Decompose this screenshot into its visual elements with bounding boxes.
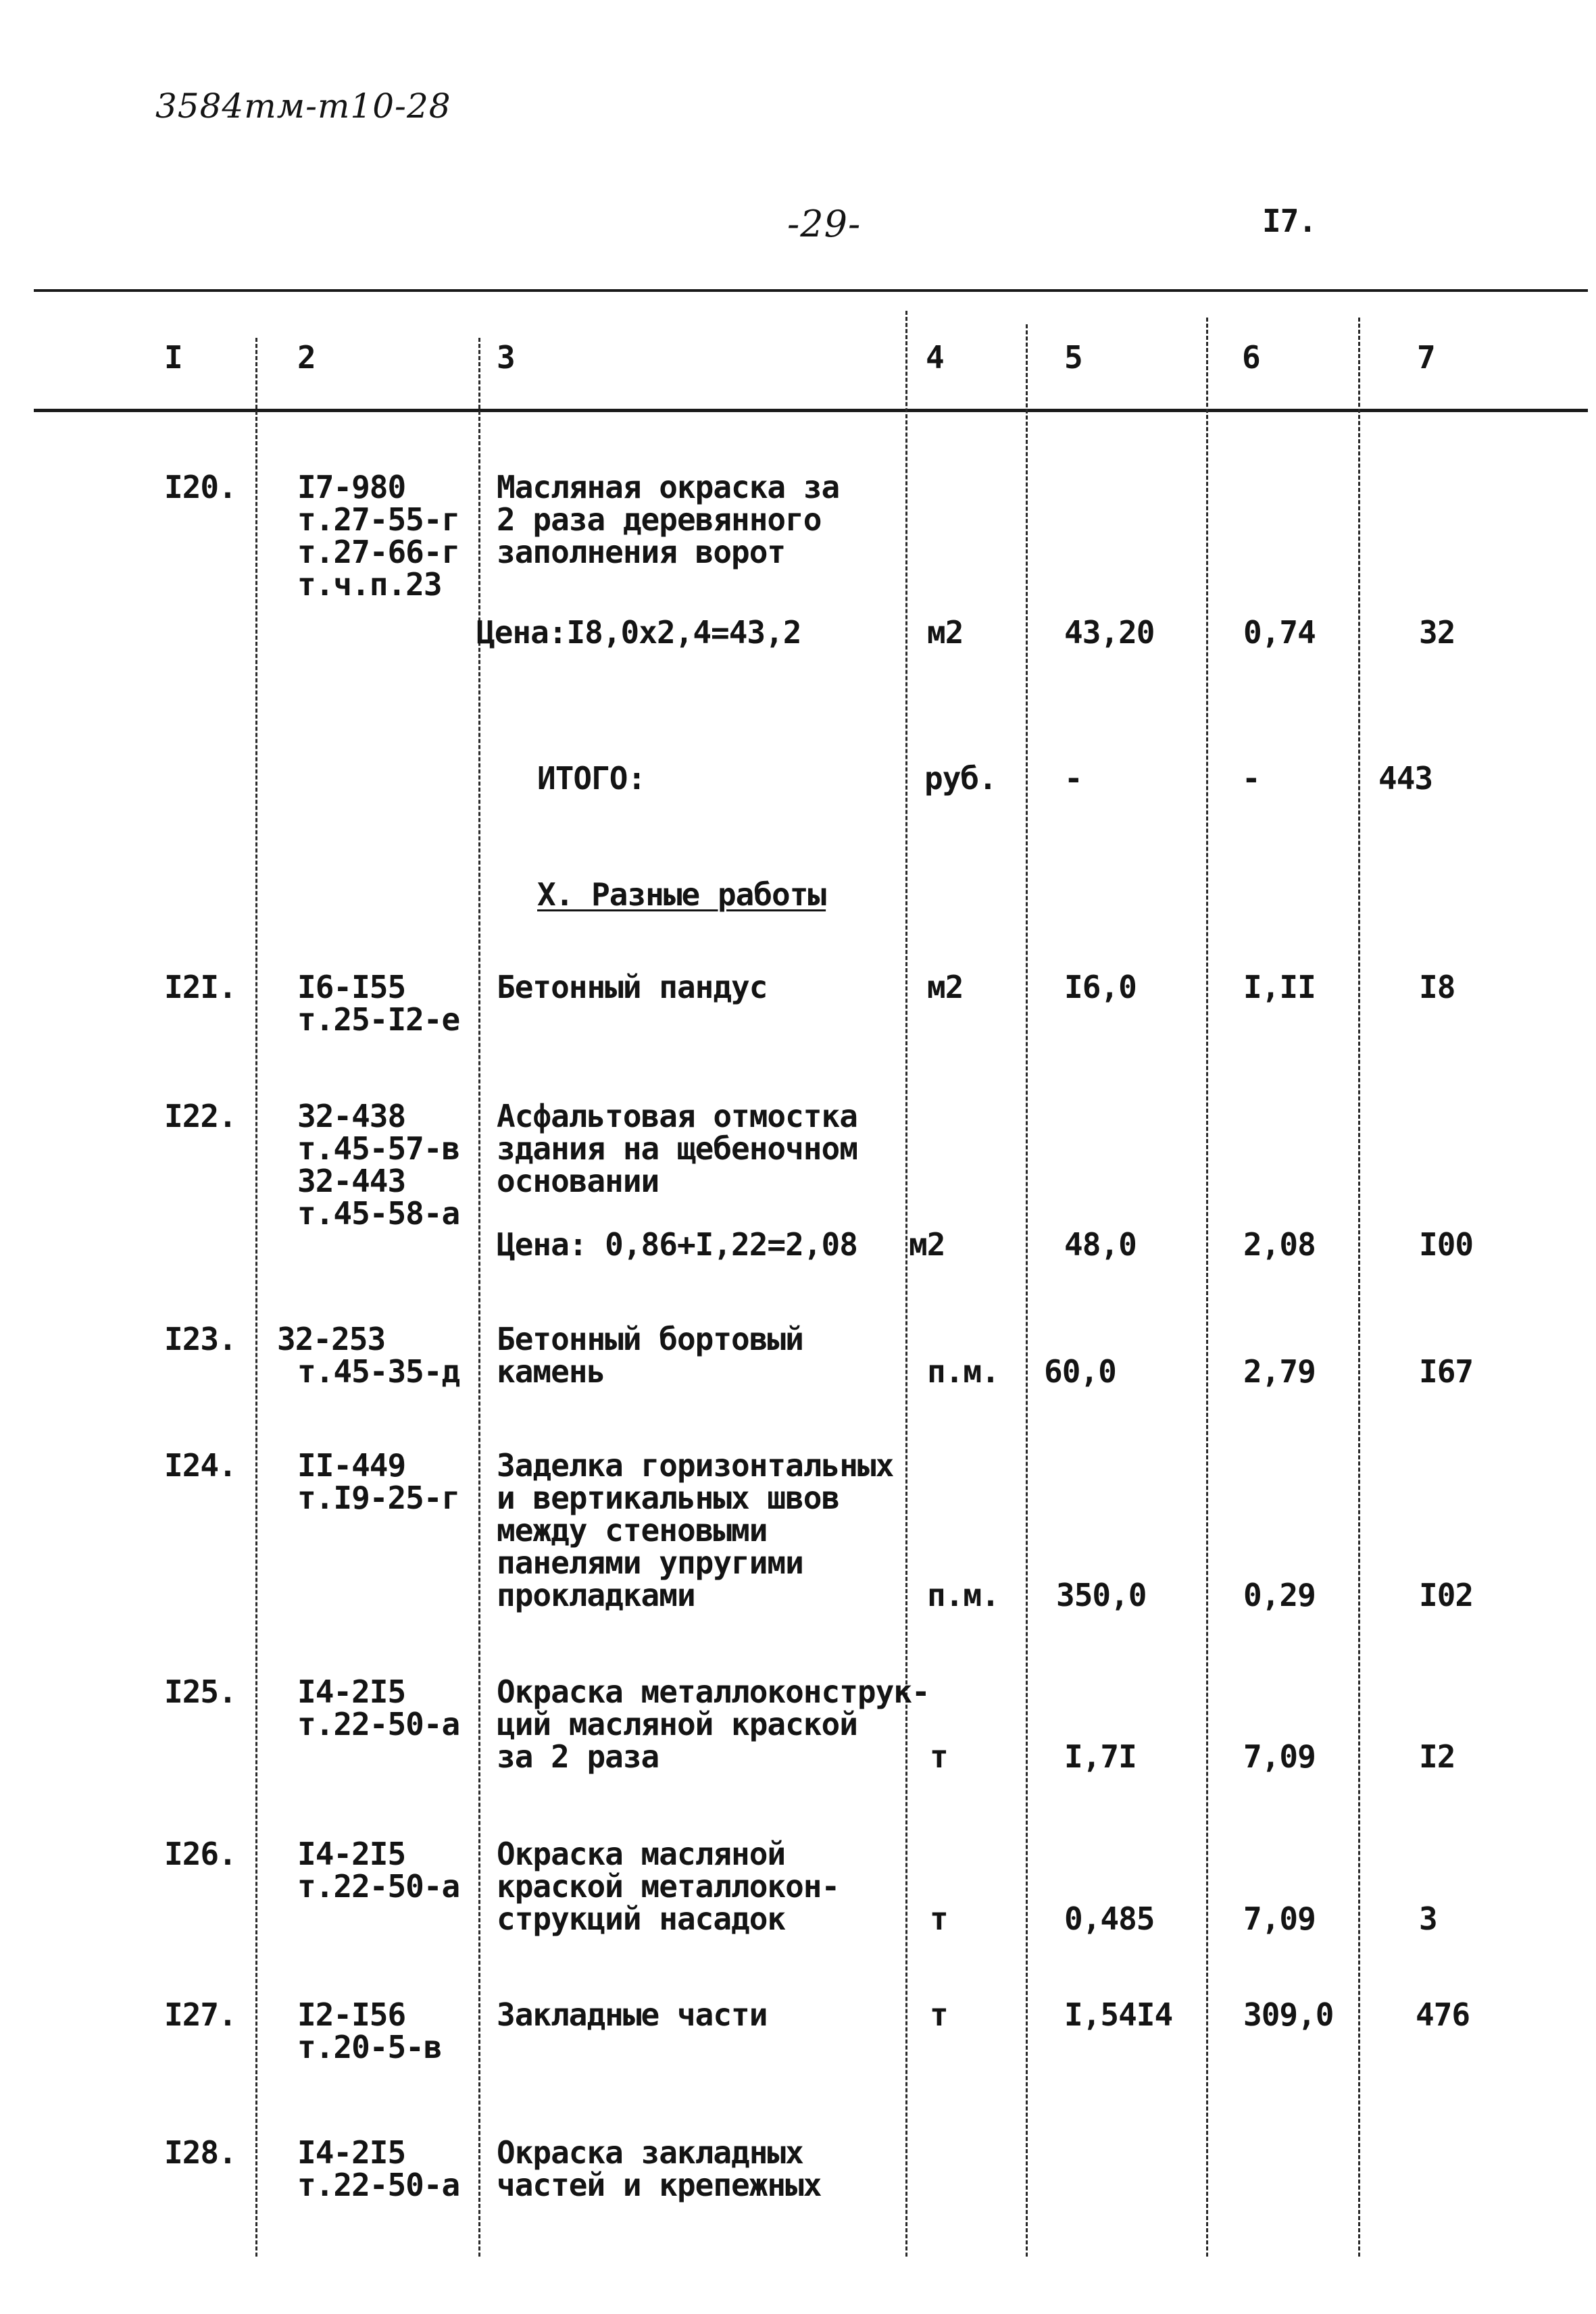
- total-cost: 3: [1419, 1901, 1437, 1937]
- unit: т: [930, 1901, 948, 1937]
- column-header-1: I: [164, 339, 182, 376]
- work-description: Бетонный пандус: [497, 969, 768, 1005]
- quantity: 350,0: [1056, 1577, 1147, 1613]
- unit-price: 2,08: [1243, 1226, 1316, 1263]
- section-heading: X. Разные работы: [537, 876, 826, 913]
- work-description: между стеновыми: [497, 1512, 768, 1549]
- quantity: -: [1064, 760, 1082, 797]
- quantity: 60,0: [1044, 1353, 1116, 1390]
- norm-code: т.ч.п.23: [297, 566, 442, 603]
- norm-code: т.20-5-в: [297, 2029, 442, 2065]
- price-formula: Цена: 0,86+I,22=2,08: [497, 1226, 857, 1263]
- total-cost: I67: [1419, 1353, 1474, 1390]
- column-header-2: 2: [297, 339, 316, 376]
- norm-code: т.45-57-в: [297, 1130, 460, 1167]
- work-description: Окраска металлоконструк-: [497, 1674, 930, 1710]
- unit: п.м.: [927, 1577, 999, 1613]
- quantity: I,54I4: [1064, 1996, 1173, 2033]
- work-description: Окраска закладных: [497, 2134, 803, 2171]
- work-description: Асфальтовая отмостка: [497, 1098, 857, 1134]
- column-header-6: 6: [1242, 339, 1260, 376]
- unit: руб.: [924, 760, 997, 797]
- norm-code: т.22-50-а: [297, 1706, 460, 1742]
- column-divider-6: [1358, 318, 1360, 2257]
- unit-price: 0,29: [1243, 1577, 1316, 1613]
- quantity: 0,485: [1064, 1901, 1155, 1937]
- unit: м2: [927, 614, 964, 651]
- subtotal-label: ИТОГО:: [537, 760, 646, 797]
- work-description: Масляная окраска за: [497, 469, 840, 505]
- column-header-4: 4: [926, 339, 944, 376]
- norm-code: т.22-50-а: [297, 2167, 460, 2203]
- unit-price: 7,09: [1243, 1901, 1316, 1937]
- unit: п.м.: [927, 1353, 999, 1390]
- work-description: панелями упругими: [497, 1544, 803, 1581]
- column-header-7: 7: [1417, 339, 1435, 376]
- work-description: Закладные части: [497, 1996, 768, 2033]
- handwritten-code: 3584тм-т10-28: [155, 86, 451, 126]
- unit: м2: [927, 969, 964, 1005]
- unit-price: 309,0: [1243, 1996, 1334, 2033]
- norm-code: II-449: [297, 1447, 406, 1484]
- page-number: -29-: [787, 203, 862, 245]
- norm-code: т.45-35-д: [297, 1353, 460, 1390]
- quantity: 43,20: [1064, 614, 1155, 651]
- work-description: Окраска масляной: [497, 1836, 786, 1872]
- work-description: частей и крепежных: [497, 2167, 822, 2203]
- work-description: прокладками: [497, 1577, 695, 1613]
- norm-code: т.45-58-а: [297, 1195, 460, 1232]
- total-cost: I2: [1419, 1738, 1455, 1775]
- norm-code: I2-I56: [297, 1996, 406, 2033]
- total-cost: I8: [1419, 969, 1455, 1005]
- total-cost: I00: [1419, 1226, 1474, 1263]
- unit: т: [930, 1996, 948, 2033]
- quantity: 48,0: [1064, 1226, 1137, 1263]
- total-cost: I02: [1419, 1577, 1474, 1613]
- column-header-5: 5: [1064, 339, 1082, 376]
- norm-code: 32-253: [277, 1321, 386, 1357]
- row-number: I28.: [164, 2134, 236, 2171]
- price-formula: Цена:I8,0х2,4=43,2: [476, 614, 801, 651]
- unit-price: 7,09: [1243, 1738, 1316, 1775]
- norm-code: I4-2I5: [297, 2134, 406, 2171]
- work-description: заполнения ворот: [497, 534, 786, 570]
- total-cost: 476: [1416, 1996, 1470, 2033]
- norm-code: т.I9-25-г: [297, 1480, 460, 1516]
- norm-code: I6-I55: [297, 969, 406, 1005]
- norm-code: I4-2I5: [297, 1674, 406, 1710]
- sheet-number: I7.: [1262, 203, 1317, 239]
- work-description: и вертикальных швов: [497, 1480, 840, 1516]
- row-number: I27.: [164, 1996, 236, 2033]
- work-description: ций масляной краской: [497, 1706, 857, 1742]
- unit: м2: [909, 1226, 945, 1263]
- quantity: I6,0: [1064, 969, 1137, 1005]
- total-cost: 32: [1419, 614, 1455, 651]
- norm-code: т.22-50-а: [297, 1868, 460, 1905]
- work-description: за 2 раза: [497, 1738, 659, 1775]
- unit-price: -: [1242, 760, 1260, 797]
- top-rule: [34, 289, 1588, 292]
- unit-price: I,II: [1243, 969, 1316, 1005]
- work-description: струкций насадок: [497, 1901, 786, 1937]
- row-number: I25.: [164, 1674, 236, 1710]
- norm-code: т.27-55-г: [297, 501, 460, 538]
- norm-code: 32-443: [297, 1163, 406, 1199]
- norm-code: I7-980: [297, 469, 406, 505]
- work-description: здания на щебеночном: [497, 1130, 857, 1167]
- norm-code: т.27-66-г: [297, 534, 460, 570]
- work-description: основании: [497, 1163, 659, 1199]
- row-number: I23.: [164, 1321, 236, 1357]
- column-divider-4: [1026, 324, 1028, 2257]
- work-description: камень: [497, 1353, 605, 1390]
- norm-code: 32-438: [297, 1098, 406, 1134]
- unit: т: [930, 1738, 948, 1775]
- row-number: I24.: [164, 1447, 236, 1484]
- norm-code: I4-2I5: [297, 1836, 406, 1872]
- work-description: Бетонный бортовый: [497, 1321, 803, 1357]
- total-cost: 443: [1378, 760, 1433, 797]
- header-rule: [34, 409, 1588, 412]
- column-divider-5: [1206, 318, 1208, 2257]
- norm-code: т.25-I2-е: [297, 1001, 460, 1038]
- column-divider-1: [255, 338, 257, 2257]
- row-number: I26.: [164, 1836, 236, 1872]
- row-number: I20.: [164, 469, 236, 505]
- work-description: Заделка горизонтальных: [497, 1447, 894, 1484]
- row-number: I22.: [164, 1098, 236, 1134]
- unit-price: 0,74: [1243, 614, 1316, 651]
- work-description: краской металлокон-: [497, 1868, 840, 1905]
- quantity: I,7I: [1064, 1738, 1137, 1775]
- unit-price: 2,79: [1243, 1353, 1316, 1390]
- column-header-3: 3: [497, 339, 515, 376]
- row-number: I2I.: [164, 969, 236, 1005]
- work-description: 2 раза деревянного: [497, 501, 822, 538]
- column-divider-3: [905, 311, 907, 2257]
